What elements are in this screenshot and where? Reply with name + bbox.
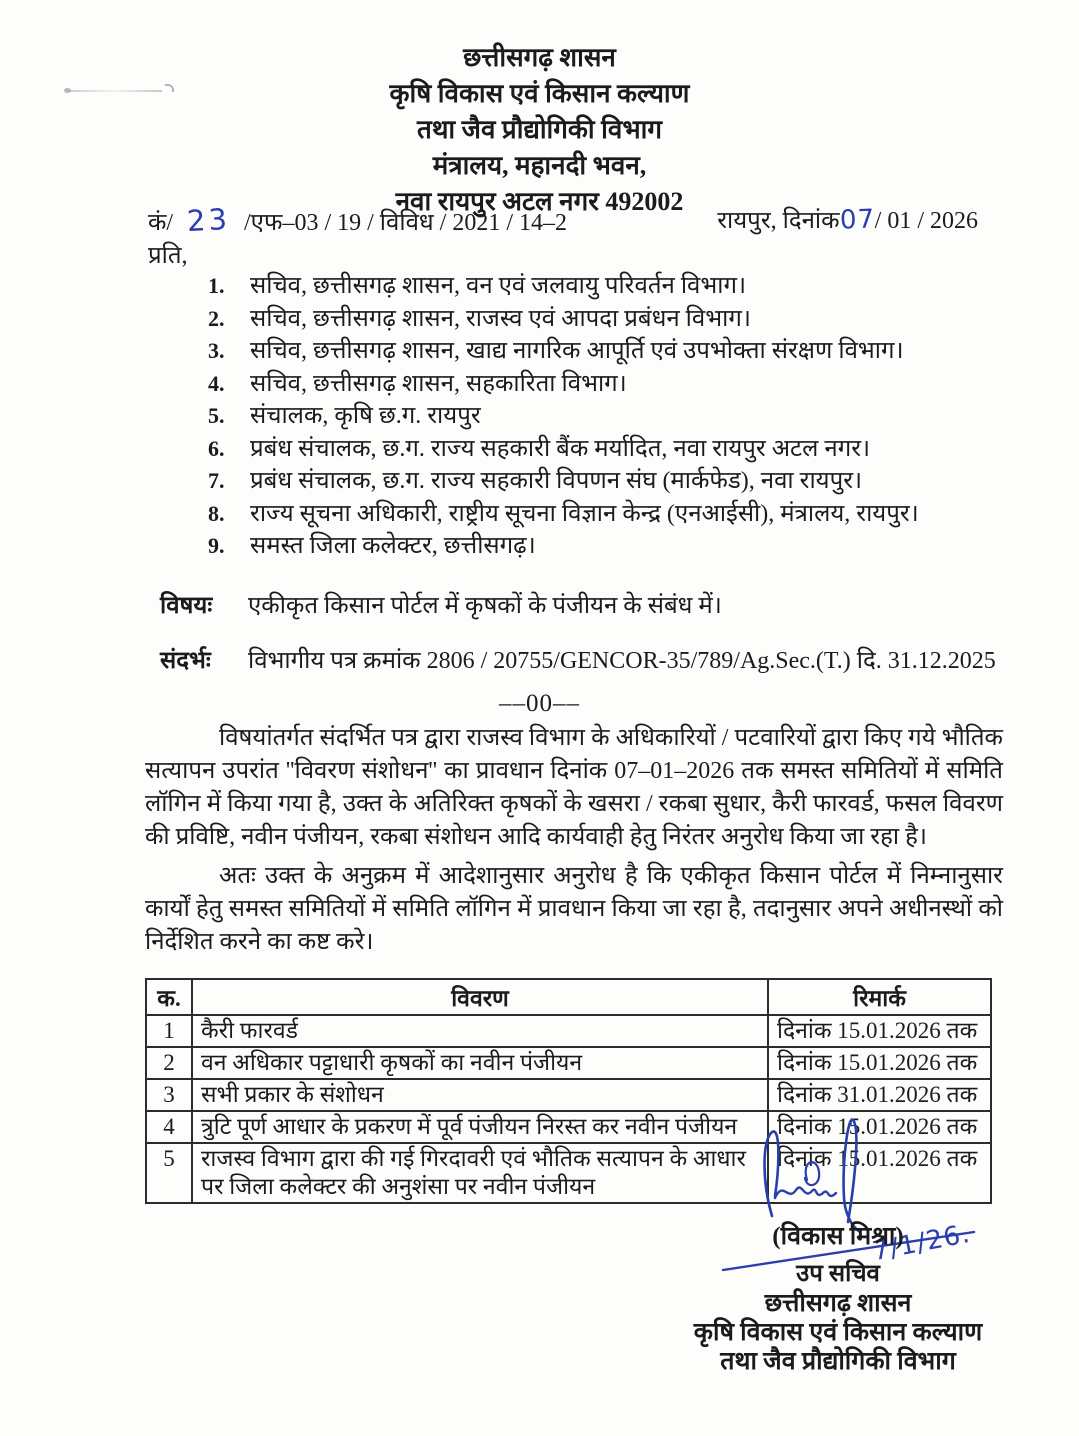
table-row xyxy=(146,1047,991,1079)
recipient-number: 5. xyxy=(208,403,225,428)
table-header-description: विवरण xyxy=(192,979,768,1015)
reference-label: संदर्भः xyxy=(160,648,211,674)
cell-sno: 5 xyxy=(146,1143,192,1203)
recipient-text: सचिव, छत्तीसगढ़ शासन, वन एवं जलवायु परिवर्तन विभाग। xyxy=(250,273,747,299)
cell-remark: दिनांक 15.01.2026 तक xyxy=(768,1047,991,1079)
signatory-org-department-1: कृषि विकास एवं किसान कल्याण xyxy=(693,1319,983,1346)
recipient-item xyxy=(208,465,998,498)
letterhead-government: छत्तीसगढ़ शासन xyxy=(463,43,616,72)
cell-description: सभी प्रकार के संशोधन xyxy=(192,1079,768,1111)
cell-description: वन अधिकार पट्टाधारी कृषकों का नवीन पंजीयन xyxy=(192,1047,768,1079)
letter-number-prefix: कं/ xyxy=(148,210,174,236)
signatory-org-government: छत्तीसगढ़ शासन xyxy=(764,1290,912,1317)
body-paragraph-2: अतः उक्त के अनुक्रम में आदेशानुसार अनुरोध है कि एकीकृत किसान पोर्टल में निम्नानुसार कार्यों हेतु समस्त समितियों में समिति लॉगिन में प्रावधान किया जा रहा है, तदानुसार अपने अधीनस्थों को निर्देशित करने का कष्ट करे। xyxy=(145,863,1003,955)
recipient-item xyxy=(208,270,998,303)
recipient-text: राज्य सूचना अधिकारी, राष्ट्रीय सूचना विज्ञान केन्द्र (एनआईसी), मंत्रालय, रायपुर। xyxy=(250,500,919,527)
cell-description: त्रुटि पूर्ण आधार के प्रकरण में पूर्व पंजीयन निरस्त कर नवीन पंजीयन xyxy=(192,1111,768,1143)
cell-sno: 2 xyxy=(146,1047,192,1079)
recipient-text: सचिव, छत्तीसगढ़ शासन, सहकारिता विभाग। xyxy=(250,370,627,397)
letterhead xyxy=(0,40,1079,220)
letterhead-city: नवा रायपुर अटल नगर 492002 xyxy=(395,187,684,216)
letterhead-department-2: तथा जैव प्रौद्योगिकी विभाग xyxy=(417,115,662,144)
subject-row xyxy=(160,588,1010,621)
subject-label: विषयः xyxy=(160,593,213,619)
table-row xyxy=(146,1015,991,1047)
recipient-number: 9. xyxy=(208,533,225,558)
cell-sno: 1 xyxy=(146,1015,192,1047)
recipient-text: संचालक, कृषि छ.ग. रायपुर xyxy=(250,403,481,429)
table-header-row xyxy=(146,979,991,1015)
signatory-org-department-2: तथा जैव प्रौद्योगिकी विभाग xyxy=(720,1348,956,1375)
recipients-list xyxy=(208,270,998,563)
cell-sno: 3 xyxy=(146,1079,192,1111)
recipient-number: 8. xyxy=(208,500,225,526)
recipient-number: 3. xyxy=(208,338,225,363)
recipient-item xyxy=(208,433,998,466)
letterhead-building: मंत्रालय, महानदी भवन, xyxy=(432,151,647,180)
cell-remark: दिनांक 31.01.2026 तक xyxy=(768,1079,991,1111)
reference-number-line xyxy=(148,203,978,238)
signatory-name: (विकास मिश्रा) xyxy=(772,1223,904,1250)
recipient-text: प्रबंध संचालक, छ.ग. राज्य सहकारी विपणन संघ (मार्कफेड), नवा रायपुर। xyxy=(250,468,863,494)
recipient-item xyxy=(208,303,998,336)
place-and-date xyxy=(717,203,978,236)
recipient-text: प्रबंध संचालक, छ.ग. राज्य सहकारी बैंक मर्यादित, नवा रायपुर अटल नगर। xyxy=(250,435,871,462)
signatory-title: उप सचिव xyxy=(796,1261,880,1287)
letter-body xyxy=(145,722,1003,959)
cell-description: राजस्व विभाग द्वारा की गई गिरदावरी एवं भौतिक सत्यापन के आधार पर जिला कलेक्टर की अनुशंसा पर नवीन पंजीयन xyxy=(192,1143,768,1203)
cell-remark: दिनांक 15.01.2026 तक xyxy=(768,1015,991,1047)
handwritten-date-day: 07 xyxy=(839,204,876,236)
subject-text: एकीकृत किसान पोर्टल में कृषकों के पंजीयन के संबंध में। xyxy=(248,593,722,619)
reference-text: विभागीय पत्र क्रमांक 2806 / 20755/GENCOR-35/789/Ag.Sec.(T.) दि. 31.12.2025 xyxy=(248,648,996,674)
recipient-number: 7. xyxy=(208,468,225,493)
signature-block xyxy=(628,1222,1048,1376)
reference-row xyxy=(160,643,1010,676)
to-label: प्रति, xyxy=(148,243,188,269)
recipient-number: 1. xyxy=(208,273,225,298)
table-row xyxy=(146,1079,991,1111)
place-date-label: रायपुर, दिनांक xyxy=(717,208,840,234)
table-header-sno: क. xyxy=(146,979,192,1015)
recipient-text: सचिव, छत्तीसगढ़ शासन, खाद्य नागरिक आपूर्ति एवं उपभोक्ता संरक्षण विभाग। xyxy=(250,338,904,364)
recipient-item xyxy=(208,400,998,433)
recipient-item xyxy=(208,530,998,563)
cell-remark: दिनांक 15.01.2026 तक xyxy=(768,1111,991,1143)
handwritten-letter-number: 23 xyxy=(186,201,231,239)
recipient-number: 6. xyxy=(208,435,225,461)
recipient-text: सचिव, छत्तीसगढ़ शासन, राजस्व एवं आपदा प्रबंधन विभाग। xyxy=(250,305,751,332)
table-header-remark: रिमार्क xyxy=(768,979,991,1015)
recipient-item xyxy=(208,368,998,401)
cell-remark: दिनांक 15.01.2026 तक xyxy=(768,1143,991,1203)
handwritten-signature-date: 7/1/26. xyxy=(870,1218,973,1268)
date-rest: / 01 / 2026 xyxy=(874,208,978,234)
recipient-item xyxy=(208,498,998,531)
recipient-text: समस्त जिला कलेक्टर, छत्तीसगढ़। xyxy=(250,533,536,559)
recipient-number: 2. xyxy=(208,305,225,331)
cell-sno: 4 xyxy=(146,1111,192,1143)
body-paragraph-1: विषयांतर्गत संदर्भित पत्र द्वारा राजस्व विभाग के अधिकारियों / पटवारियों द्वारा किए गये भौतिक सत्यापन उपरांत ''विवरण संशोधन'' का प्रावधान दिनांक 07–01–2026 तक समस्त समितियों में समिति लॉगिन में किया गया है, उक्त के अतिरिक्त कृषकों के खसरा / रकबा सुधार, कैरी फारवर्ड, फसल विवरण की प्रविष्टि, नवीन पंजीयन, रकबा संशोधन आदि कार्यवाही हेतु निरंतर अनुरोध किया जा रहा है। xyxy=(145,725,1003,850)
separator: ––00–– xyxy=(499,690,580,717)
cell-description: कैरी फारवर्ड xyxy=(192,1015,768,1047)
recipient-number: 4. xyxy=(208,370,225,396)
letter-number-rest: /एफ–03 / 19 / विविध / 2021 / 14–2 xyxy=(244,210,568,236)
recipient-item xyxy=(208,335,998,368)
letterhead-department-1: कृषि विकास एवं किसान कल्याण xyxy=(389,79,690,108)
letter-number xyxy=(148,203,567,238)
